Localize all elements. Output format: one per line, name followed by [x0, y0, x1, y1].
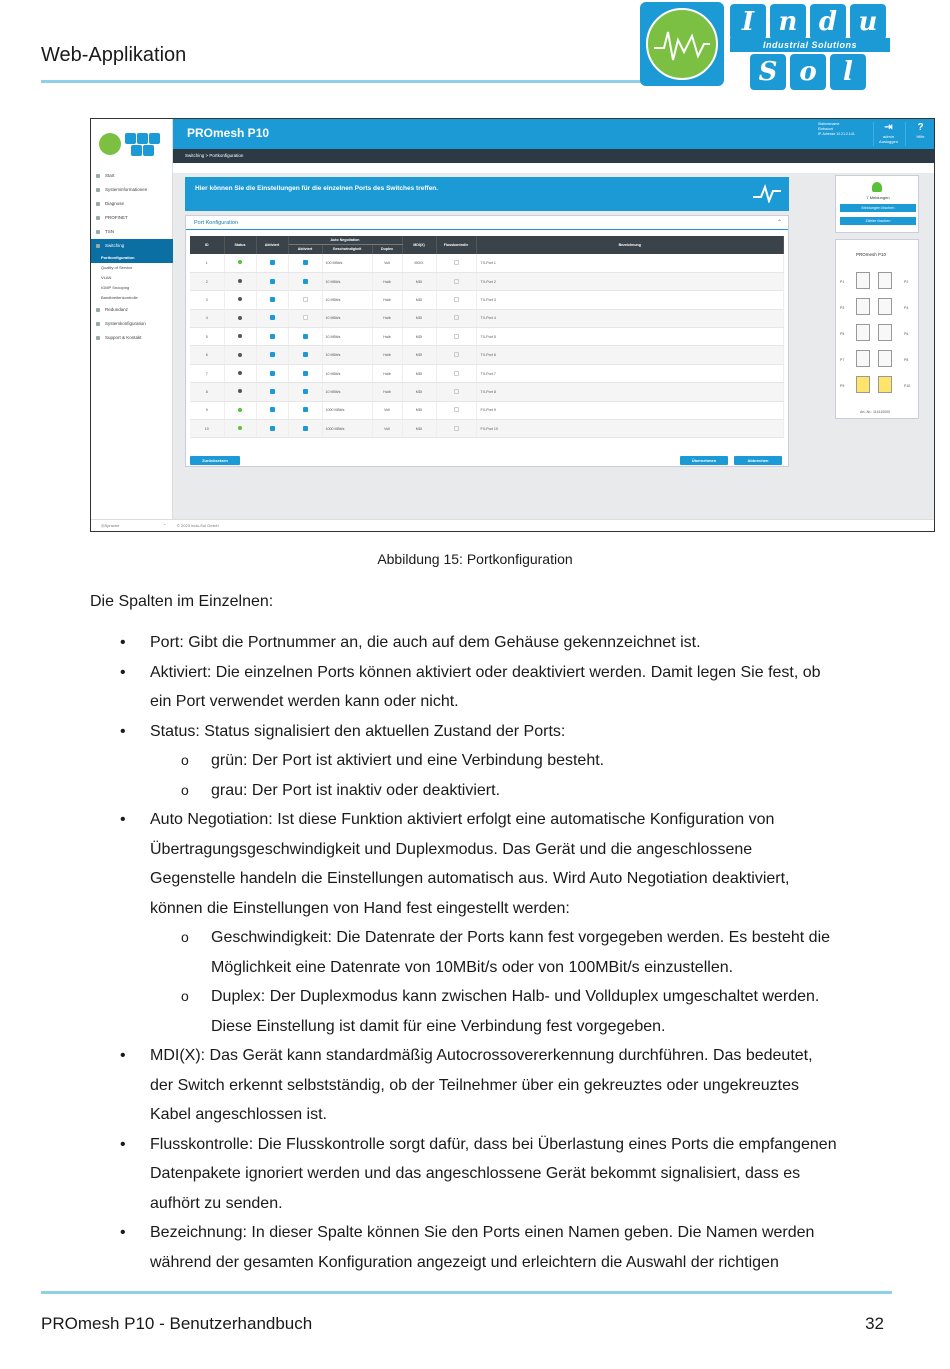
enabled-checkbox[interactable]: [270, 297, 275, 302]
flow-cell: [436, 328, 476, 346]
subheader: [173, 163, 935, 173]
app-title: PROmesh P10: [187, 126, 270, 140]
port-name-input[interactable]: FX-Port 10: [476, 420, 784, 438]
station-ip: IP-Adresse 10.21.2.141: [818, 132, 855, 136]
breadcrumb[interactable]: Switching > Portkonfiguration: [173, 149, 935, 163]
mdi-select[interactable]: MDI: [402, 291, 436, 309]
help-icon: ?: [917, 122, 924, 133]
enabled-checkbox[interactable]: [270, 389, 275, 394]
col-flow: Flusskontrolle: [436, 236, 476, 254]
status-cell: [224, 364, 256, 382]
autoneg-checkbox[interactable]: [303, 260, 308, 265]
port-name-input[interactable]: TX-Port 8: [476, 383, 784, 401]
bell-icon: [872, 182, 882, 192]
flow-cell: [436, 383, 476, 401]
sidebar-item[interactable]: TSN: [91, 225, 173, 239]
logo-letter: S: [750, 54, 786, 90]
bullet-item: • Auto Negotiation: Ist diese Funktion aktiviert erfolgt eine automatische Konfiguration von: [90, 805, 890, 835]
delete-counters-button[interactable]: Zähler löschen: [840, 217, 916, 225]
duplex-select[interactable]: Halb: [372, 309, 402, 327]
bullet-continuation: aufhört zu senden.: [150, 1194, 283, 1212]
status-dot-green: [238, 408, 242, 412]
speed-select[interactable]: 10 MBit/s: [322, 309, 372, 327]
sidebar-item[interactable]: Systemkonfiguration: [91, 317, 173, 331]
autoneg-cell: [288, 364, 322, 382]
autoneg-cell: [288, 346, 322, 364]
enabled-checkbox[interactable]: [270, 352, 275, 357]
help-label: Hilfe: [916, 134, 925, 139]
flow-checkbox[interactable]: [454, 352, 459, 357]
enabled-cell: [256, 420, 288, 438]
pulse-icon: [753, 183, 781, 203]
sidebar-item[interactable]: Support & Kontakt: [91, 331, 173, 345]
status-dot-green: [238, 260, 242, 264]
autoneg-cell: [288, 309, 322, 327]
duplex-select[interactable]: Halb: [372, 364, 402, 382]
flow-checkbox[interactable]: [454, 315, 459, 320]
table-row: [190, 420, 784, 438]
station-location: Einbauort: [818, 127, 833, 131]
port-id: 3: [190, 291, 224, 309]
company-logo: [640, 2, 892, 86]
bullet-continuation: können die Einstellungen von Hand fest eingestellt werden:: [150, 899, 570, 917]
flow-checkbox[interactable]: [454, 371, 459, 376]
flow-cell: [436, 401, 476, 419]
reset-button[interactable]: Zurücksetzen: [190, 456, 240, 465]
app-footer: [91, 519, 935, 531]
logout-icon: ⇥: [884, 122, 893, 133]
status-dot-gray: [238, 371, 242, 375]
footer-rule: [41, 1291, 892, 1294]
flow-checkbox[interactable]: [454, 426, 459, 431]
status-cell: [224, 328, 256, 346]
port-table: [190, 236, 784, 438]
globe-icon: [640, 2, 724, 86]
panel-title: Port Konfiguration: [194, 220, 239, 226]
sidebar: [91, 119, 173, 532]
table-row: [190, 346, 784, 364]
autoneg-cell: [288, 272, 322, 290]
sidebar-item[interactable]: Systeminformationen: [91, 183, 173, 197]
col-auto-aktiviert: Aktiviert: [288, 244, 322, 254]
header-rule: [41, 80, 641, 83]
bullet-continuation: Möglichkeit eine Datenrate von 10MBit/s oder von 100MBit/s einzustellen.: [211, 958, 734, 976]
delete-messages-button[interactable]: Meldungen löschen: [840, 204, 916, 212]
sidebar-item[interactable]: Start: [91, 169, 173, 183]
flow-cell: [436, 420, 476, 438]
port-jack[interactable]: [856, 350, 870, 367]
figure-caption: Abbildung 15: Portkonfiguration: [377, 551, 573, 567]
duplex-select[interactable]: Halb: [372, 272, 402, 290]
status-dot-gray: [238, 389, 242, 393]
port-name-input[interactable]: TX-Port 1: [476, 254, 784, 272]
sidebar-nav: [91, 169, 173, 345]
sidebar-item[interactable]: Diagnose: [91, 197, 173, 211]
bullet-item: • Port: Gibt die Portnummer an, die auch auf dem Gehäuse gekennzeichnet ist.: [90, 628, 890, 658]
bullet-continuation: Kabel angeschlossen ist.: [150, 1106, 327, 1123]
enabled-checkbox[interactable]: [270, 407, 275, 412]
enabled-cell: [256, 328, 288, 346]
device-view: [835, 239, 919, 419]
status-cell: [224, 254, 256, 272]
col-name: Bezeichnung: [476, 236, 784, 254]
speed-select[interactable]: 10 MBit/s: [322, 291, 372, 309]
help-button[interactable]: [905, 122, 935, 146]
flow-cell: [436, 272, 476, 290]
mdi-select[interactable]: MDI: [402, 383, 436, 401]
sidebar-item[interactable]: PROFINET: [91, 211, 173, 225]
port-name-input[interactable]: TX-Port 2: [476, 272, 784, 290]
bullet-item: o Duplex: Der Duplexmodus kann zwischen Halb- und Vollduplex umgeschaltet werden.: [90, 982, 890, 1012]
bullet-item: • Bezeichnung: In dieser Spalte können Sie den Ports einen Namen geben. Die Namen werden: [90, 1218, 890, 1248]
enabled-cell: [256, 383, 288, 401]
panel-header[interactable]: [186, 216, 788, 230]
sidebar-subitem[interactable]: Quality of Service: [101, 265, 133, 270]
status-cell: [224, 309, 256, 327]
status-cell: [224, 401, 256, 419]
logo-letter: n: [770, 4, 806, 40]
port-jack[interactable]: [878, 376, 892, 393]
bullet-continuation: Gegenstelle handeln die Einstellungen automatisch aus. Wird Auto Negotiation deaktiviert,: [150, 870, 790, 887]
speed-select[interactable]: 10 MBit/s: [322, 328, 372, 346]
col-group-autoneg: Auto Negotiation: [288, 236, 402, 244]
col-aktiviert: Aktiviert: [256, 236, 288, 254]
col-id: ID: [190, 236, 224, 254]
autoneg-cell: [288, 254, 322, 272]
speed-select[interactable]: 1000 MBit/s: [322, 401, 372, 419]
mdi-select[interactable]: MDI: [402, 420, 436, 438]
logo-letter: o: [790, 54, 826, 90]
enabled-cell: [256, 309, 288, 327]
speed-select[interactable]: 10 MBit/s: [322, 272, 372, 290]
table-row: [190, 309, 784, 327]
port-label: P5: [840, 332, 845, 336]
language-label: Sprache: [104, 523, 120, 528]
autoneg-checkbox[interactable]: [303, 279, 308, 284]
bullet-continuation: während der gesamten Konfiguration angezeigt und erleichtern die Auswahl der richtigen: [150, 1253, 779, 1271]
port-config-panel: [185, 215, 789, 467]
sidebar-logo: [99, 133, 161, 155]
speed-select[interactable]: 1000 MBit/s: [322, 420, 372, 438]
bullet-continuation: Diese Einstellung ist damit für eine Verbindung fest vorgegeben.: [211, 1017, 666, 1035]
flow-checkbox[interactable]: [454, 279, 459, 284]
page-header-title: Web-Applikation: [41, 44, 187, 66]
col-status: Status: [224, 236, 256, 254]
port-jack[interactable]: [856, 298, 870, 315]
page-number: 32: [865, 1314, 884, 1333]
flow-checkbox[interactable]: [454, 407, 459, 412]
port-label: P4: [904, 306, 909, 310]
bullet-item: • Status: Status signalisiert den aktuellen Zustand der Ports:: [90, 717, 890, 747]
port-label: P6: [904, 332, 909, 336]
sidebar-subitem[interactable]: VLAN: [101, 275, 112, 280]
flow-cell: [436, 309, 476, 327]
autoneg-checkbox[interactable]: [303, 426, 308, 431]
port-id: 2: [190, 272, 224, 290]
bullet-item: • Aktiviert: Die einzelnen Ports können aktiviert oder deaktiviert werden. Damit legen Sie fest, ob: [90, 658, 890, 688]
autoneg-cell: [288, 383, 322, 401]
apply-button[interactable]: Übernehmen: [680, 456, 728, 465]
flow-checkbox[interactable]: [454, 297, 459, 302]
logo-subtitle: Industrial Solutions: [730, 38, 890, 52]
autoneg-cell: [288, 401, 322, 419]
logo-letter: u: [850, 4, 886, 40]
chevron-up-icon[interactable]: ⌃: [163, 523, 167, 528]
bullet-item: o Geschwindigkeit: Die Datenrate der Ports kann fest vorgegeben werden. Es besteht die: [90, 923, 890, 953]
flow-cell: [436, 254, 476, 272]
mdi-select[interactable]: MDI: [402, 364, 436, 382]
status-cell: [224, 291, 256, 309]
port-jack[interactable]: [878, 350, 892, 367]
port-id: 6: [190, 346, 224, 364]
speed-select[interactable]: 10 MBit/s: [322, 346, 372, 364]
portconfig-screenshot: [90, 118, 935, 532]
col-mdi: MDI(X): [402, 236, 436, 254]
sidebar-subitem[interactable]: Bandbreitenkontrolle: [101, 295, 138, 300]
bullet-continuation: Übertragungsgeschwindigkeit und Duplexmodus. Das Gerät und die angeschlossene: [150, 840, 753, 858]
sidebar-subitem[interactable]: Portkonfiguration: [91, 253, 173, 263]
duplex-select[interactable]: Halb: [372, 346, 402, 364]
article-number: Art.-Nr.: 114110000: [860, 410, 891, 414]
flow-cell: [436, 291, 476, 309]
table-row: [190, 383, 784, 401]
enabled-cell: [256, 272, 288, 290]
port-name-input[interactable]: TX-Port 3: [476, 291, 784, 309]
intro-text: Die Spalten im Einzelnen:: [90, 593, 274, 610]
port-label: P2: [904, 280, 909, 284]
port-id: 7: [190, 364, 224, 382]
table-row: [190, 291, 784, 309]
table-row: [190, 364, 784, 382]
port-name-input[interactable]: FX-Port 9: [476, 401, 784, 419]
status-cell: [224, 272, 256, 290]
port-name-input[interactable]: TX-Port 4: [476, 309, 784, 327]
mdi-select[interactable]: MDI: [402, 309, 436, 327]
bullet-item: • Flusskontrolle: Die Flusskontrolle sorgt dafür, dass bei Überlastung eines Ports die empfangenen: [90, 1130, 890, 1160]
autoneg-checkbox[interactable]: [303, 315, 308, 320]
flow-checkbox[interactable]: [454, 389, 459, 394]
station-info: [818, 122, 855, 137]
mdi-select[interactable]: MDI: [402, 346, 436, 364]
table-row: [190, 328, 784, 346]
footer-title: PROmesh P10 - Benutzerhandbuch: [41, 1314, 313, 1333]
speed-select[interactable]: 100 MBit/s: [322, 254, 372, 272]
autoneg-checkbox[interactable]: [303, 297, 308, 302]
notifications-panel: [835, 175, 919, 233]
mdi-select[interactable]: MDIX: [402, 254, 436, 272]
status-dot-gray: [238, 279, 242, 283]
station-name: Stationsname: [818, 122, 840, 126]
port-jack[interactable]: [878, 298, 892, 315]
port-id: 9: [190, 401, 224, 419]
duplex-select[interactable]: Halb: [372, 383, 402, 401]
logo-letter: d: [810, 4, 846, 40]
duplex-select[interactable]: Voll: [372, 401, 402, 419]
port-label: P10: [904, 384, 911, 388]
language-selector[interactable]: ◎ Sprache: [101, 520, 105, 532]
mdi-select[interactable]: MDI: [402, 328, 436, 346]
autoneg-cell: [288, 291, 322, 309]
col-duplex: Duplex: [372, 244, 402, 254]
table-row: [190, 254, 784, 272]
port-name-input[interactable]: TX-Port 5: [476, 328, 784, 346]
port-label: P3: [840, 306, 845, 310]
status-dot-green: [238, 426, 242, 430]
status-cell: [224, 420, 256, 438]
enabled-checkbox[interactable]: [270, 426, 275, 431]
device-name: PROmesh P10: [856, 252, 887, 257]
sidebar-item-switching[interactable]: Switching: [91, 239, 173, 253]
port-name-input[interactable]: TX-Port 6: [476, 346, 784, 364]
status-dot-gray: [238, 297, 242, 301]
port-id: 5: [190, 328, 224, 346]
enabled-cell: [256, 346, 288, 364]
banner-text: Hier können Sie die Einstellungen für die einzelnen Ports des Switches treffen.: [195, 185, 439, 192]
cancel-button[interactable]: Abbrechen: [734, 456, 782, 465]
autoneg-checkbox[interactable]: [303, 389, 308, 394]
table-row: [190, 401, 784, 419]
port-jack[interactable]: [878, 272, 892, 289]
mdi-select[interactable]: MDI: [402, 401, 436, 419]
document-body: [90, 628, 890, 1277]
collapse-icon[interactable]: ⌃: [776, 220, 782, 226]
bullet-item: • MDI(X): Das Gerät kann standardmäßig Autocrossovererkennung durchführen. Das bedeutet,: [90, 1041, 890, 1071]
enabled-checkbox[interactable]: [270, 315, 275, 320]
enabled-cell: [256, 364, 288, 382]
enabled-cell: [256, 254, 288, 272]
flow-checkbox[interactable]: [454, 334, 459, 339]
enabled-checkbox[interactable]: [270, 371, 275, 376]
copyright: © 2023 Indu-Sol GmbH: [177, 523, 219, 528]
bullet-continuation: der Switch erkennt selbstständig, ob der Teilnehmer über ein gekreuztes oder ungekreuztes: [150, 1076, 799, 1094]
port-id: 8: [190, 383, 224, 401]
autoneg-checkbox[interactable]: [303, 352, 308, 357]
logo-letter: l: [830, 54, 866, 90]
port-jack[interactable]: [856, 376, 870, 393]
duplex-select[interactable]: Halb: [372, 328, 402, 346]
duplex-select[interactable]: Voll: [372, 254, 402, 272]
autoneg-checkbox[interactable]: [303, 407, 308, 412]
duplex-select[interactable]: Voll: [372, 420, 402, 438]
port-label: P7: [840, 358, 845, 362]
enabled-checkbox[interactable]: [270, 260, 275, 265]
enabled-checkbox[interactable]: [270, 279, 275, 284]
port-jack[interactable]: [856, 324, 870, 341]
status-dot-gray: [238, 316, 242, 320]
sidebar-subitem[interactable]: IGMP Snooping: [101, 285, 130, 290]
port-jack[interactable]: [878, 324, 892, 341]
port-label: P1: [840, 280, 845, 284]
bullet-continuation: ein Port verwendet werden kann oder nicht.: [150, 693, 459, 710]
enabled-cell: [256, 401, 288, 419]
autoneg-cell: [288, 420, 322, 438]
mdi-select[interactable]: MDI: [402, 272, 436, 290]
flow-checkbox[interactable]: [454, 260, 459, 265]
logo-letter: I: [730, 4, 766, 40]
flow-cell: [436, 346, 476, 364]
app-topbar: [173, 119, 935, 149]
status-cell: [224, 346, 256, 364]
info-banner: [185, 177, 789, 211]
port-name-input[interactable]: TX-Port 7: [476, 364, 784, 382]
speed-select[interactable]: 10 MBit/s: [322, 383, 372, 401]
bullet-item: o grün: Der Port ist aktiviert und eine Verbindung besteht.: [90, 746, 890, 776]
port-label: P8: [904, 358, 909, 362]
logout-button[interactable]: [873, 122, 903, 146]
port-id: 1: [190, 254, 224, 272]
status-dot-gray: [238, 353, 242, 357]
enabled-cell: [256, 291, 288, 309]
duplex-select[interactable]: Halb: [372, 291, 402, 309]
autoneg-checkbox[interactable]: [303, 371, 308, 376]
enabled-checkbox[interactable]: [270, 334, 275, 339]
autoneg-checkbox[interactable]: [303, 334, 308, 339]
col-speed: Geschwindigkeit: [322, 244, 372, 254]
status-dot-gray: [238, 334, 242, 338]
status-cell: [224, 383, 256, 401]
autoneg-cell: [288, 328, 322, 346]
bullet-continuation: Datenpakete ignoriert werden und das angeschlossene Gerät bekommt signalisiert, dass es: [150, 1165, 801, 1182]
port-label: P9: [840, 384, 845, 388]
port-id: 4: [190, 309, 224, 327]
speed-select[interactable]: 10 MBit/s: [322, 364, 372, 382]
flow-cell: [436, 364, 476, 382]
bullet-item: o grau: Der Port ist inaktiv oder deaktiviert.: [90, 776, 890, 806]
port-jack[interactable]: [856, 272, 870, 289]
table-row: [190, 272, 784, 290]
port-id: 10: [190, 420, 224, 438]
sidebar-item[interactable]: Redundanz: [91, 303, 173, 317]
notification-count: 7 Meldungen: [866, 195, 890, 200]
logout-label: admin Ausloggen: [879, 134, 898, 144]
